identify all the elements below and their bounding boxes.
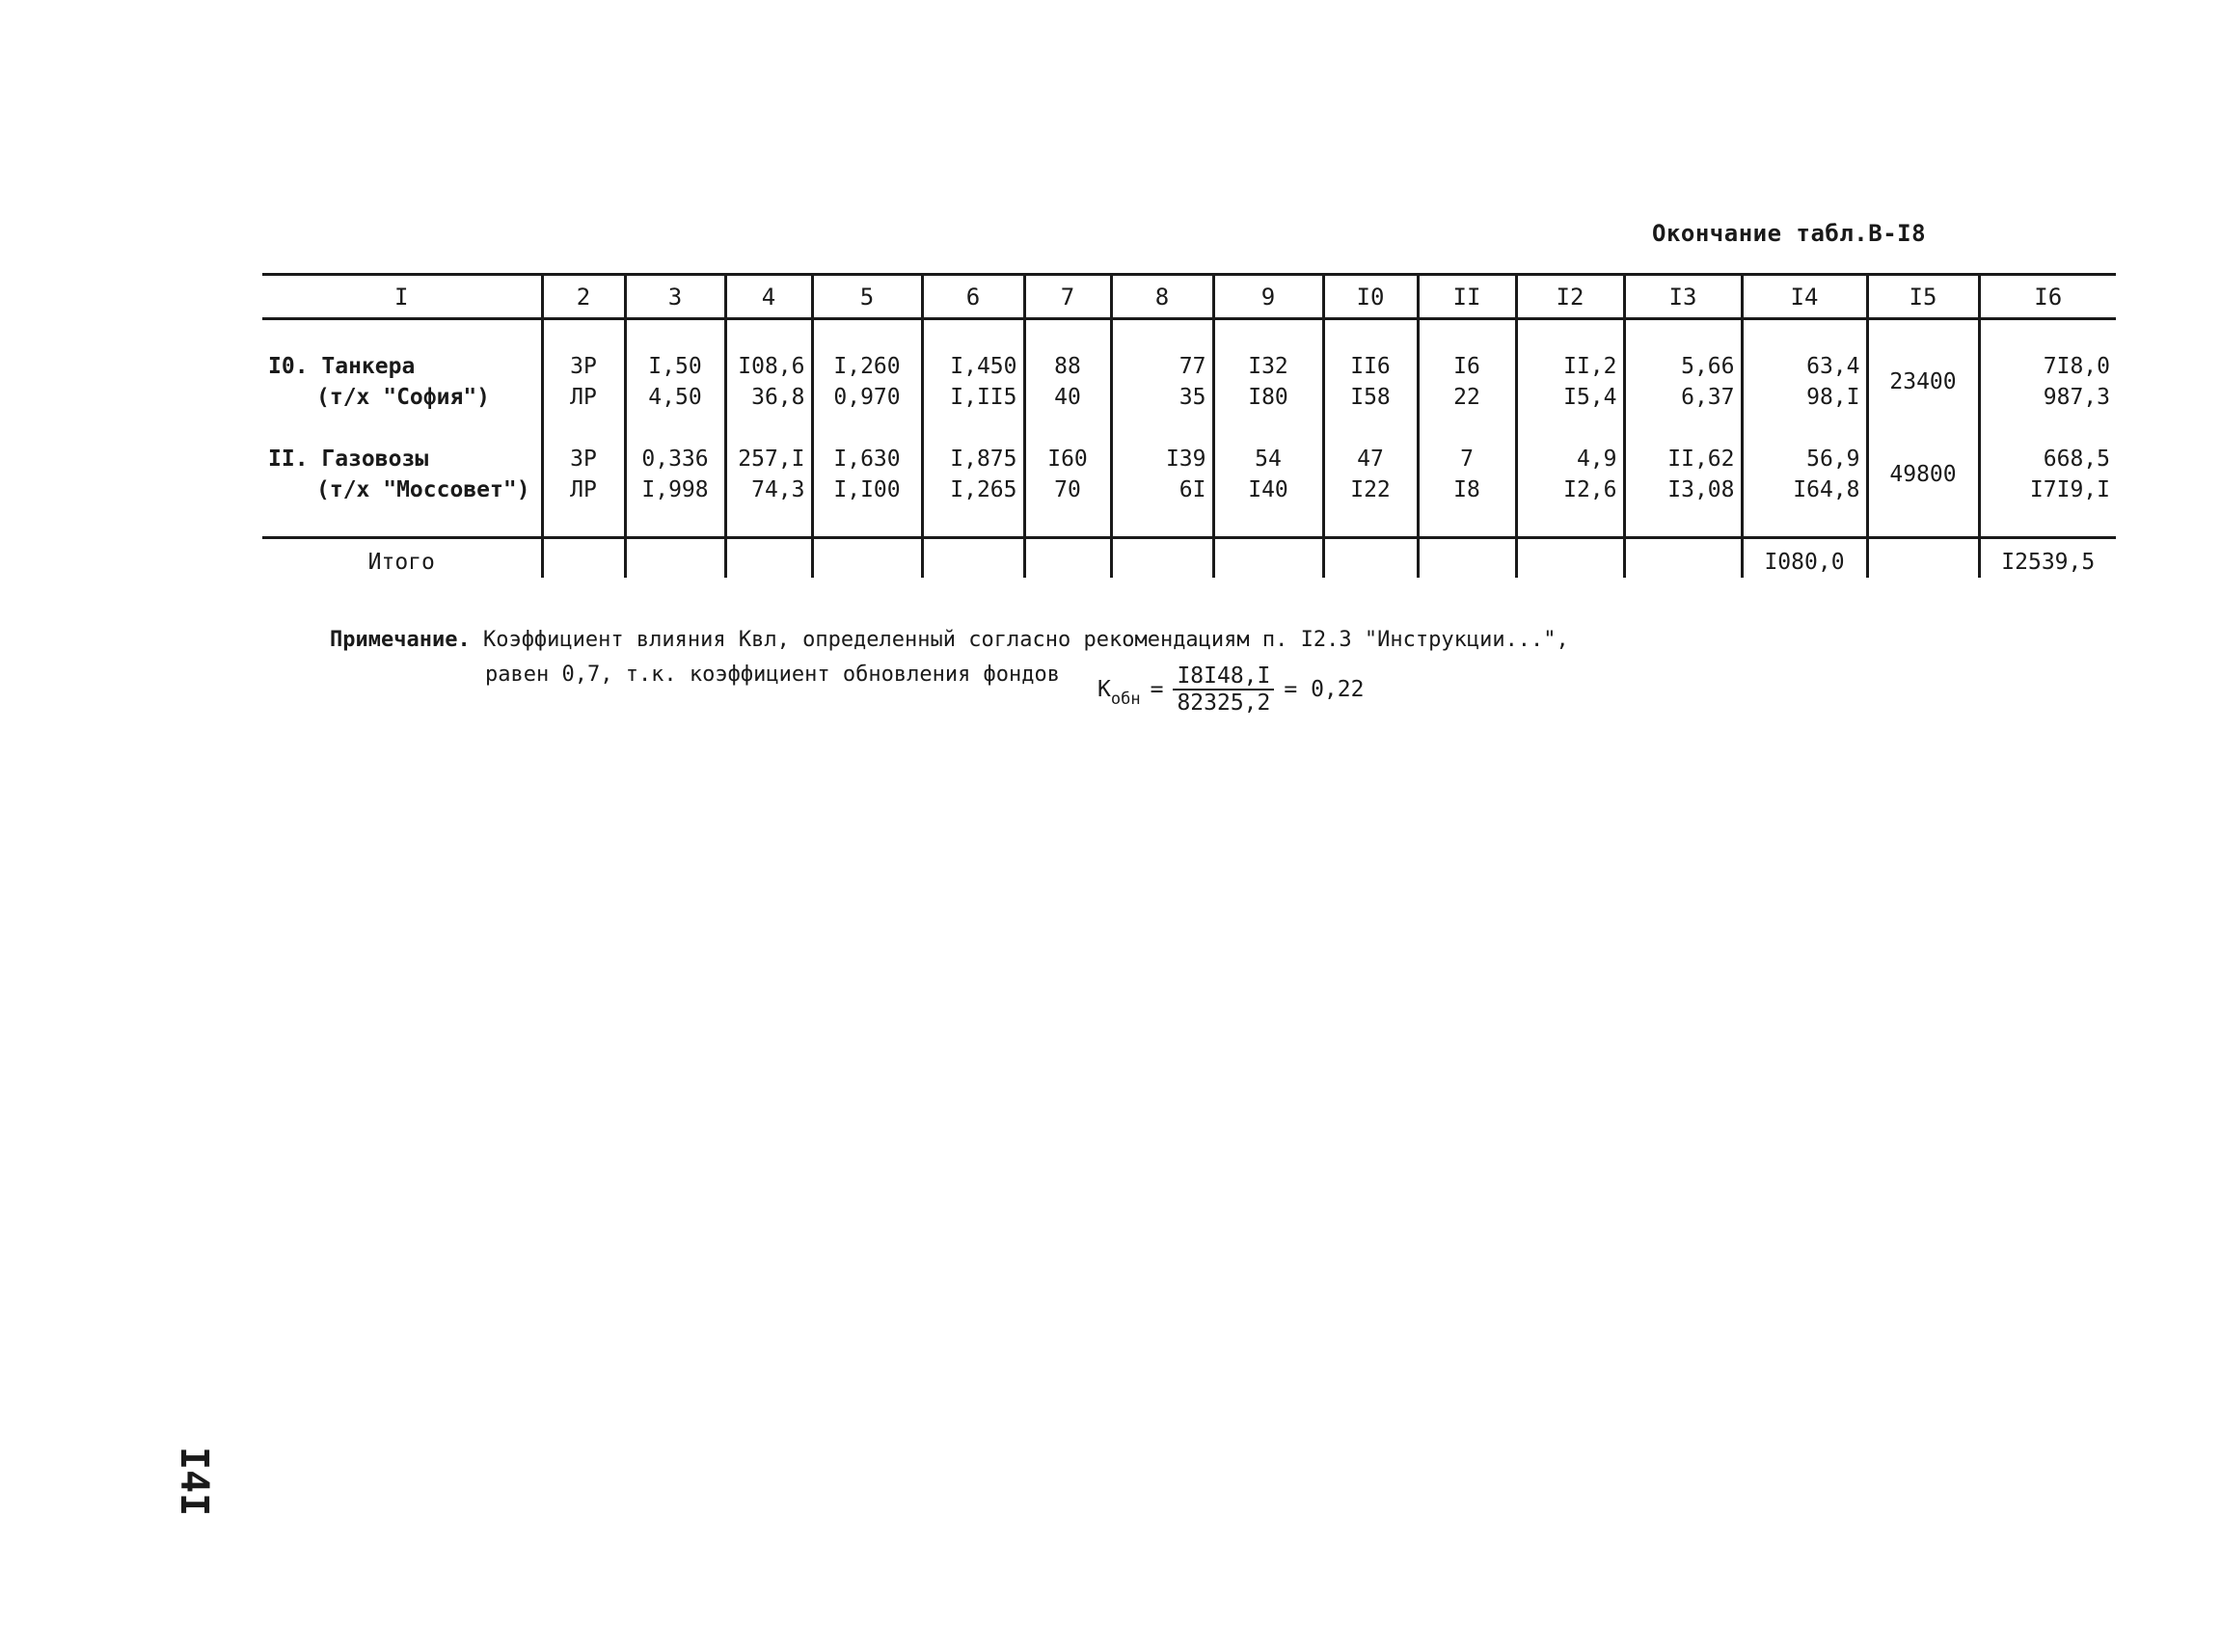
table-cell: I,260: [812, 351, 922, 382]
table-cell: 6,37: [1624, 382, 1742, 413]
table-cell: 987,3: [1979, 382, 2116, 413]
table-row: [262, 444, 2116, 474]
table-cell: I22: [1323, 474, 1418, 505]
note-text-1: Коэффициент влияния Квл, определенный согласно рекомендациям п. I2.3 "Инструкции...",: [482, 628, 1569, 652]
data-table-wrapper: [262, 273, 2116, 578]
table-cell: ЛР: [542, 382, 625, 413]
table-cell: 40: [1024, 382, 1111, 413]
formula-symbol: К: [1097, 677, 1111, 702]
table-cell: II6: [1323, 351, 1418, 382]
table-cell: II,62: [1624, 444, 1742, 474]
table-cell: ЛР: [542, 474, 625, 505]
total-row: [262, 538, 2116, 579]
column-header: 5: [812, 275, 922, 319]
table-cell: 36,8: [725, 382, 812, 413]
column-header: 4: [725, 275, 812, 319]
formula-subscript: обн: [1110, 690, 1141, 709]
note-line2: равен 0,7, т.к. коэффициент обновления фондов: [485, 663, 1061, 687]
column-header: I6: [1979, 275, 2116, 319]
table-cell: I2,6: [1516, 474, 1624, 505]
merged-cell-col15: 23400: [1867, 351, 1979, 413]
formula-result: = 0,22: [1284, 677, 1365, 702]
column-header: 9: [1213, 275, 1323, 319]
table-cell: 7I8,0: [1979, 351, 2116, 382]
table-cell: 22: [1418, 382, 1516, 413]
formula: [1097, 664, 1364, 716]
table-cell: 56,9: [1742, 444, 1867, 474]
table-cell: 257,I: [725, 444, 812, 474]
table-cell: I32: [1213, 351, 1323, 382]
group-subname: (т/х "Моссовет"): [316, 477, 530, 502]
table-cell: I7I9,I: [1979, 474, 2116, 505]
table-cell: I60: [1024, 444, 1111, 474]
column-header: I2: [1516, 275, 1624, 319]
column-header: 2: [542, 275, 625, 319]
spacer-row: [262, 319, 2116, 352]
table-row: [262, 474, 2116, 505]
table-cell: 74,3: [725, 474, 812, 505]
table-cell: I,998: [625, 474, 725, 505]
table-cell: 6I: [1111, 474, 1213, 505]
table-cell: 98,I: [1742, 382, 1867, 413]
table-cell: 7: [1418, 444, 1516, 474]
table-cell: I,50: [625, 351, 725, 382]
table-caption: Окончание табл.В-I8: [1652, 220, 1927, 247]
table-cell: 77: [1111, 351, 1213, 382]
header-row: [262, 275, 2116, 319]
table-cell: ЗР: [542, 444, 625, 474]
total-label: Итого: [262, 538, 542, 579]
table-cell: 5,66: [1624, 351, 1742, 382]
note-label: Примечание.: [330, 628, 471, 652]
group-name: II. Газовозы: [268, 447, 429, 472]
table-row: [262, 382, 2116, 413]
table-cell: I3,08: [1624, 474, 1742, 505]
column-header: I4: [1742, 275, 1867, 319]
spacer-row: [262, 505, 2116, 538]
table-cell: 668,5: [1979, 444, 2116, 474]
table-cell: I5,4: [1516, 382, 1624, 413]
table-cell: I08,6: [725, 351, 812, 382]
table-cell: ЗР: [542, 351, 625, 382]
formula-denominator: 82325,2: [1177, 691, 1271, 716]
merged-cell-col15: 49800: [1867, 444, 1979, 505]
formula-numerator: I8I48,I: [1173, 664, 1274, 691]
table-cell: I,I00: [812, 474, 922, 505]
table-cell: 88: [1024, 351, 1111, 382]
column-header: 8: [1111, 275, 1213, 319]
table-cell: II,2: [1516, 351, 1624, 382]
spacer-row: [262, 413, 2116, 444]
formula-fraction: [1173, 664, 1274, 716]
table-cell: I40: [1213, 474, 1323, 505]
column-header: I3: [1624, 275, 1742, 319]
column-header: II: [1418, 275, 1516, 319]
table-cell: I,875: [922, 444, 1024, 474]
column-header: 7: [1024, 275, 1111, 319]
table-cell: 0,336: [625, 444, 725, 474]
table-cell: 4,9: [1516, 444, 1624, 474]
column-header: I5: [1867, 275, 1979, 319]
table-cell: I8: [1418, 474, 1516, 505]
group-subname: (т/х "София"): [316, 385, 491, 410]
table-cell: I,II5: [922, 382, 1024, 413]
column-header: 6: [922, 275, 1024, 319]
note-line1: [330, 623, 1569, 658]
page-number: I4I: [172, 1447, 216, 1517]
table-cell: 47: [1323, 444, 1418, 474]
table-cell: 63,4: [1742, 351, 1867, 382]
table-cell: 70: [1024, 474, 1111, 505]
table-cell: I64,8: [1742, 474, 1867, 505]
note: [330, 623, 1569, 692]
table-cell: 4,50: [625, 382, 725, 413]
table-row: [262, 351, 2116, 382]
table-cell: I6: [1418, 351, 1516, 382]
total-col14: I080,0: [1742, 538, 1867, 579]
table-cell: 54: [1213, 444, 1323, 474]
table-cell: I58: [1323, 382, 1418, 413]
group-name: I0. Танкера: [268, 354, 416, 379]
column-header: I: [262, 275, 542, 319]
column-header: 3: [625, 275, 725, 319]
table-cell: I80: [1213, 382, 1323, 413]
table-cell: I39: [1111, 444, 1213, 474]
formula-equals: =: [1150, 677, 1164, 702]
data-table: [262, 273, 2116, 578]
column-header: I0: [1323, 275, 1418, 319]
table-cell: I,630: [812, 444, 922, 474]
table-cell: I,450: [922, 351, 1024, 382]
table-cell: 0,970: [812, 382, 922, 413]
table-cell: 35: [1111, 382, 1213, 413]
table-cell: I,265: [922, 474, 1024, 505]
total-col16: I2539,5: [1979, 538, 2116, 579]
